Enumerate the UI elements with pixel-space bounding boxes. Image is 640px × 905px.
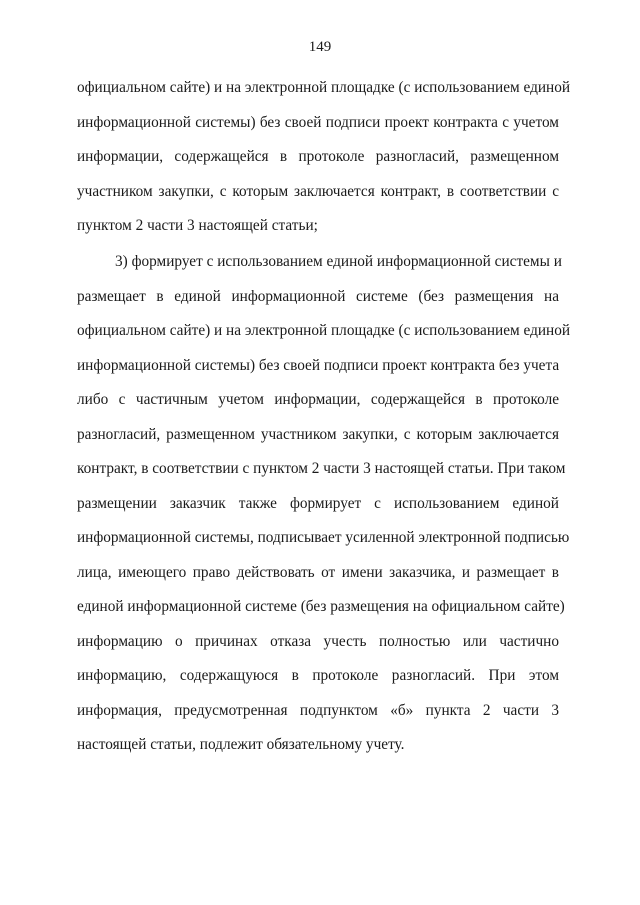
text-line: информационной системы, подписывает усиленной электронной подписью [77,529,570,546]
text-line: пунктом 2 части 3 настоящей статьи; [77,217,318,234]
text-line: участником закупки, с которым заключается контракт, в соответствии с [77,183,559,200]
text-line: информацию о причинах отказа учесть полностью или частично [77,633,559,650]
text-line: либо с частичным учетом информации, содержащейся в протоколе [77,391,559,408]
text-line: контракт, в соответствии с пунктом 2 части 3 настоящей статьи. При таком [77,460,566,477]
text-line: официальном сайте) и на электронной площадке (с использованием единой [77,322,571,339]
text-line: единой информационной системе (без размещения на официальном сайте) [77,598,565,615]
text-line: разногласий, размещенном участником закупки, с которым заключается [77,426,559,443]
text-line: лица, имеющего право действовать от имени заказчика, и размещает в [77,564,559,581]
text-line: официальном сайте) и на электронной площадке (с использованием единой [77,79,571,96]
text-line: размещении заказчик также формирует с использованием единой [77,495,559,512]
paragraph-first-line: 3) формирует с использованием единой информационной системы и [115,253,562,270]
text-line: информационной системы) без своей подписи проект контракта без учета [77,357,560,374]
text-line: размещает в единой информационной системе (без размещения на [77,288,559,305]
text-line: информацию, содержащуюся в протоколе разногласий. При этом [77,667,559,684]
text-line: настоящей статьи, подлежит обязательному учету. [77,736,405,753]
text-line: информация, предусмотренная подпунктом «б» пункта 2 части 3 [77,702,559,719]
page-number: 149 [308,39,332,55]
text-line: информации, содержащейся в протоколе разногласий, размещенном [77,148,559,165]
text-line: информационной системы) без своей подписи проект контракта с учетом [77,114,559,131]
